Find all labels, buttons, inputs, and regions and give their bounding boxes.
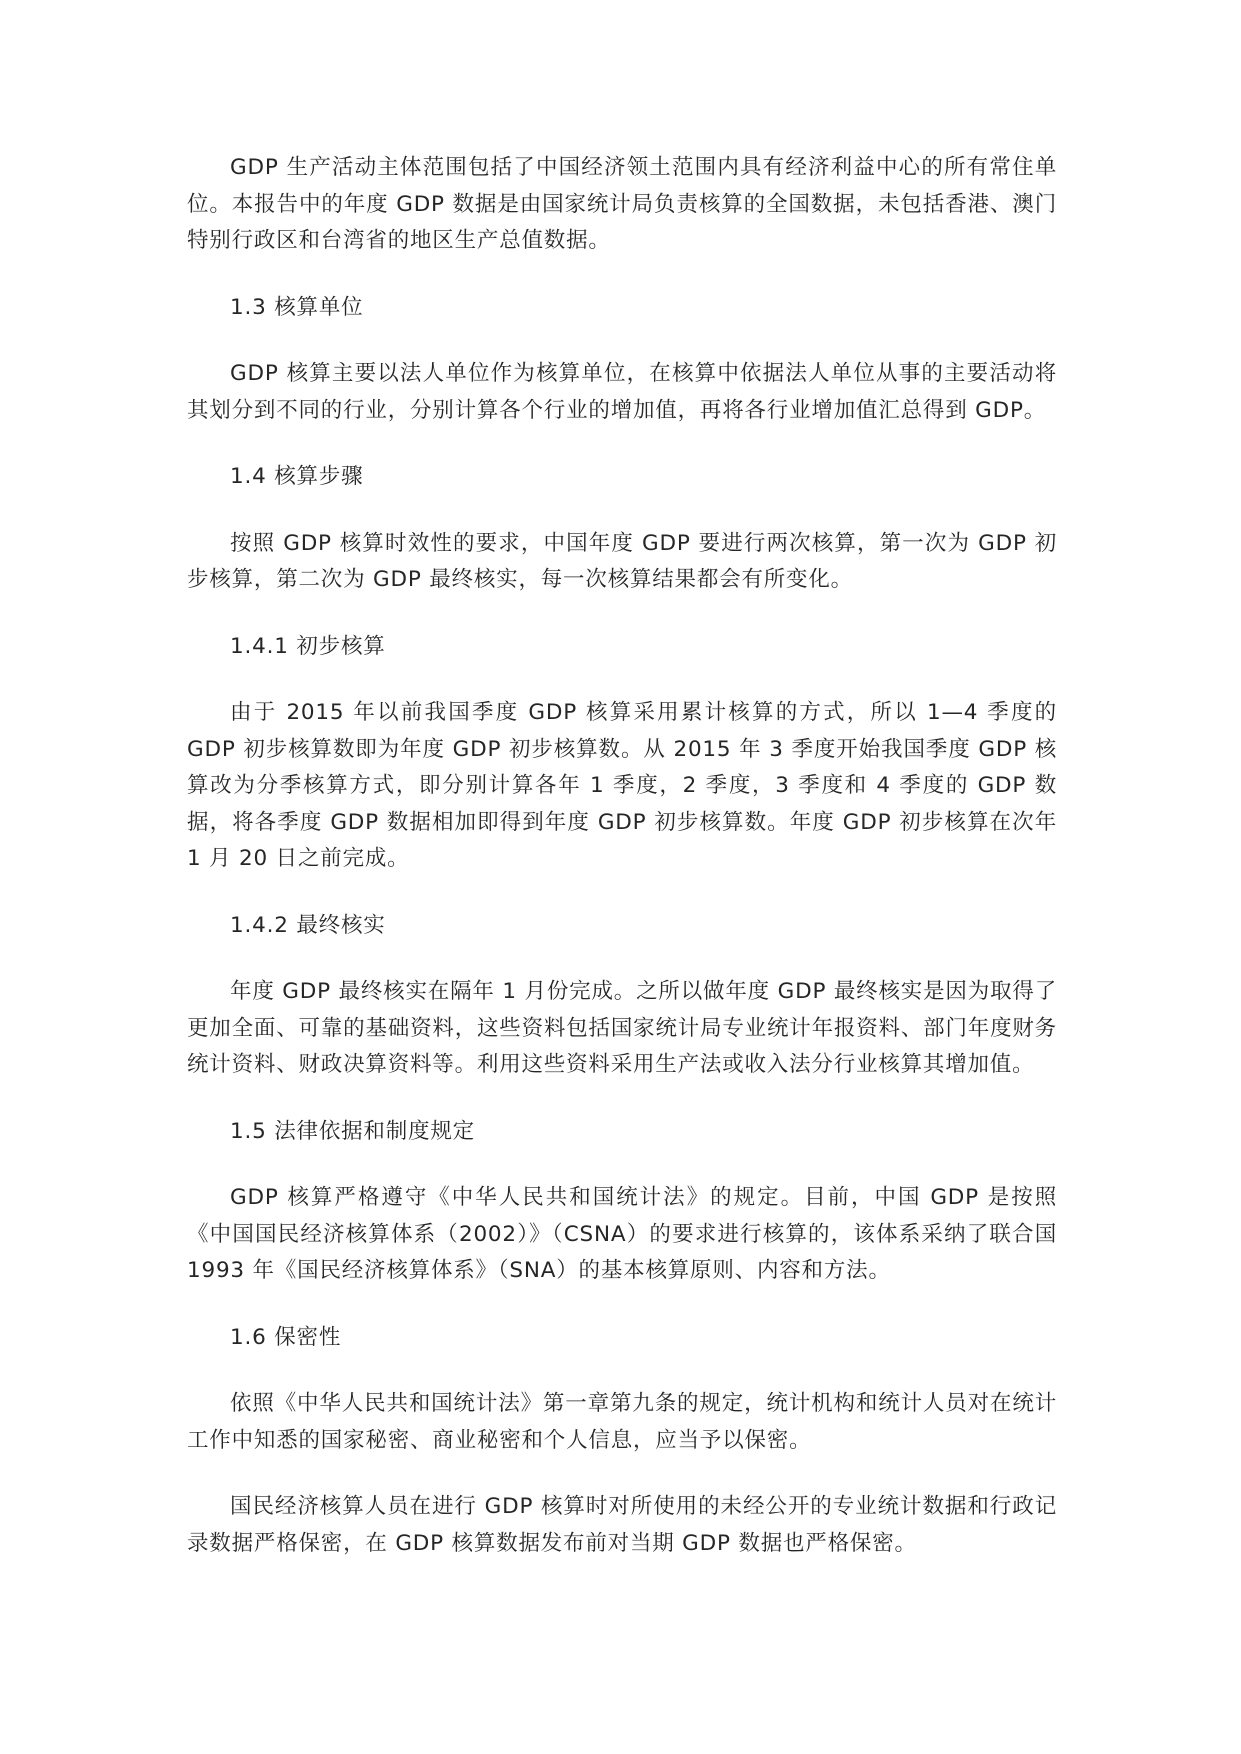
- heading-1-4-2: 1.4.2 最终核实: [230, 912, 386, 938]
- paragraph-accounting-steps: 按照 GDP 核算时效性的要求，中国年度 GDP 要进行两次核算，第一次为 GDP 初步核算，第二次为 GDP 最终核实，每一次核算结果都会有所变化。: [187, 530, 1057, 592]
- heading-1-4-1: 1.4.1 初步核算: [230, 633, 386, 659]
- paragraph-final-verification: 年度 GDP 最终核实在隔年 1 月份完成。之所以做年度 GDP 最终核实是因为取得了更加全面、可靠的基础资料，这些资料包括国家统计局专业统计年报资料、部门年度财务统计资料、财政决算资料等。利用这些资料采用生产法或收入法分行业核算其增加值。: [187, 979, 1057, 1077]
- heading-1-4: 1.4 核算步骤: [230, 464, 364, 489]
- heading-1-6: 1.6 保密性: [230, 1324, 342, 1350]
- document-page: [187, 150, 1057, 1562]
- heading-1-3: 1.3 核算单位: [230, 294, 364, 320]
- paragraph-legal-basis: GDP 核算严格遵守《中华人民共和国统计法》的规定。目前，中国 GDP 是按照《中国国民经济核算体系（2002）》（CSNA）的要求进行核算的，该体系采纳了联合国 1993 年《国民经济核算体系》（SNA）的基本核算原则、内容和方法。: [187, 1185, 1057, 1283]
- paragraph-preliminary-accounting: 由于 2015 年以前我国季度 GDP 核算采用累计核算的方式，所以 1—4 季度的 GDP 初步核算数即为年度 GDP 初步核算数。从 2015 年 3 季度开始我国季度 GDP 核算改为分季核算方式，即分别计算各年 1 季度，2 季度，3 季度和 4 季度的 GDP 数据，将各季度 GDP 数据相加即得到年度 GDP 初步核算数。年度 GDP 初步核算在次年 1 月 20 日之前完成。: [187, 700, 1057, 871]
- paragraph-confidentiality-law: 依照《中华人民共和国统计法》第一章第九条的规定，统计机构和统计人员对在统计工作中知悉的国家秘密、商业秘密和个人信息，应当予以保密。: [187, 1391, 1057, 1453]
- heading-1-5: 1.5 法律依据和制度规定: [230, 1118, 475, 1144]
- paragraph-accounting-unit: GDP 核算主要以法人单位作为核算单位，在核算中依据法人单位从事的主要活动将其划分到不同的行业，分别计算各个行业的增加值，再将各行业增加值汇总得到 GDP。: [187, 361, 1057, 423]
- paragraph-gdp-scope: GDP 生产活动主体范围包括了中国经济领土范围内具有经济利益中心的所有常住单位。本报告中的年度 GDP 数据是由国家统计局负责核算的全国数据，未包括香港、澳门特别行政区和台湾省的地区生产总值数据。: [187, 155, 1057, 253]
- paragraph-confidentiality-staff: 国民经济核算人员在进行 GDP 核算时对所使用的未经公开的专业统计数据和行政记录数据严格保密，在 GDP 核算数据发布前对当期 GDP 数据也严格保密。: [187, 1494, 1057, 1556]
